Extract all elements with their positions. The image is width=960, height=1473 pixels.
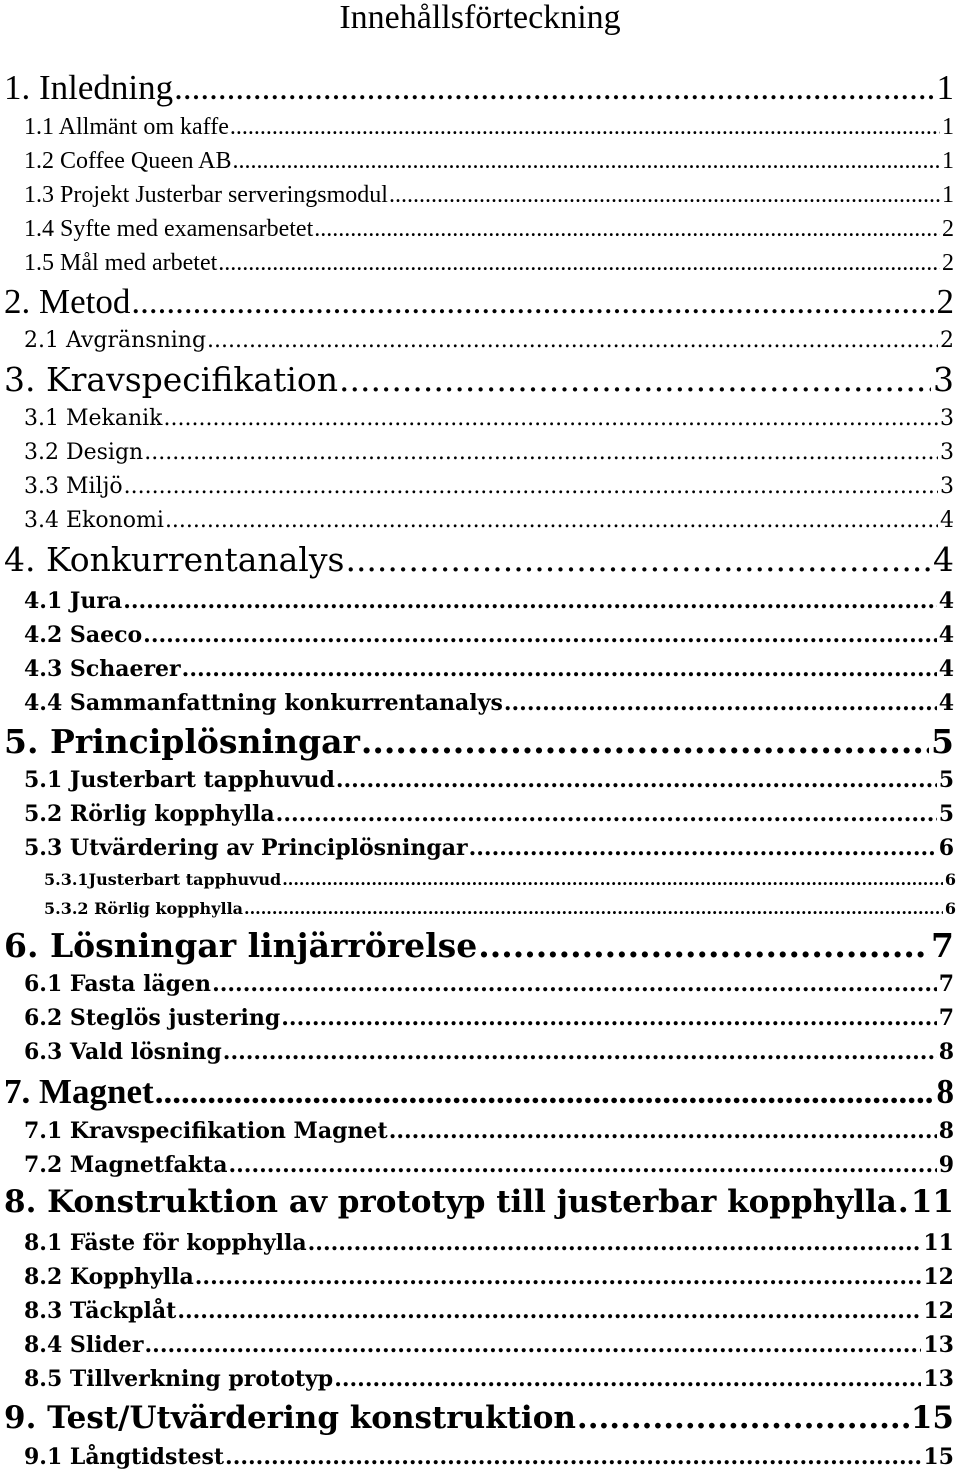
toc-entry-label: 8.1 Fäste för kopphylla	[24, 1230, 307, 1256]
toc-entry-7-1[interactable]	[24, 1116, 954, 1146]
toc-entry-label: 8.5 Tillverkning prototyp	[24, 1366, 334, 1392]
toc-entry-5-2[interactable]	[24, 799, 954, 829]
toc-page-number: 4	[938, 622, 954, 648]
toc-page-number: 4	[933, 540, 954, 579]
toc-entry-label: 6. Lösningar linjärrörelse	[4, 926, 478, 965]
toc-entry-label: 8.4 Slider	[24, 1332, 144, 1358]
toc-entry-label: 7.1 Kravspecifikation Magnet	[24, 1118, 388, 1144]
dot-leader	[225, 1442, 921, 1472]
toc-page-number: 8	[938, 1118, 954, 1144]
toc-page-number: 8	[936, 1072, 954, 1111]
dot-leader	[223, 1037, 937, 1067]
toc-entry-7[interactable]	[4, 1072, 954, 1112]
dot-leader	[361, 722, 929, 762]
dot-leader	[244, 897, 943, 921]
toc-entry-label: 9. Test/Utvärdering konstruktion	[4, 1400, 576, 1436]
toc-page-number: 2	[940, 328, 954, 353]
toc-entry-3-2[interactable]	[24, 438, 954, 468]
toc-page-number: 3	[940, 440, 954, 465]
toc-entry-label: 5.2 Rörlig kopphylla	[24, 801, 275, 827]
toc-entry-6[interactable]	[4, 926, 954, 966]
toc-page-number: 13	[923, 1366, 954, 1392]
toc-page-number: 3	[933, 360, 954, 399]
dot-leader	[143, 620, 937, 650]
toc-entry-4[interactable]	[4, 540, 954, 580]
toc-page-number: 6	[944, 870, 956, 889]
toc-entry-label: 6.2 Steglös justering	[24, 1005, 281, 1031]
toc-entry-label: 3.1 Mekanik	[24, 406, 163, 431]
toc-entry-label: 1. Inledning	[4, 68, 174, 107]
dot-leader	[212, 969, 937, 999]
toc-page-number: 9	[938, 1152, 954, 1178]
toc-page-number: 1	[942, 148, 954, 174]
toc-page-number: 4	[938, 588, 954, 614]
toc-entry-label: 9.1 Långtidstest	[24, 1444, 225, 1470]
toc-entry-5-3-1[interactable]	[44, 868, 956, 892]
toc-page-number: 2	[942, 216, 954, 242]
toc-page-number: 7	[931, 926, 954, 965]
toc-entry-6-2[interactable]	[24, 1003, 954, 1033]
toc-page-number: 8	[938, 1039, 954, 1065]
toc-entry-1-4[interactable]	[24, 214, 954, 244]
toc-entry-4-1[interactable]	[24, 586, 954, 616]
toc-entry-label: 6.1 Fasta lägen	[24, 971, 212, 997]
toc-entry-8-3[interactable]	[24, 1296, 954, 1326]
toc-entry-label: 4.3 Schaerer	[24, 656, 181, 682]
toc-entry-label: 4.1 Jura	[24, 588, 123, 614]
toc-page-number: 2	[936, 282, 954, 321]
toc-page-number: 1	[942, 182, 954, 208]
toc-page-number: 13	[923, 1332, 954, 1358]
toc-entry-label: 4. Konkurrentanalys	[4, 540, 345, 579]
toc-entry-label: 6.3 Vald lösning	[24, 1039, 222, 1065]
dot-leader	[281, 1003, 936, 1033]
dot-leader	[314, 214, 940, 244]
toc-page-number: 11	[923, 1230, 954, 1256]
toc-entry-3[interactable]	[4, 360, 954, 400]
toc-entry-label: 2. Metod	[4, 282, 131, 321]
toc-entry-label: 3.2 Design	[24, 440, 144, 465]
toc-entry-1-5[interactable]	[24, 248, 954, 278]
toc-entry-5-3-2[interactable]	[44, 897, 956, 921]
dot-leader	[389, 180, 940, 210]
toc-page-number: 5	[931, 722, 954, 761]
dot-leader	[228, 1150, 936, 1180]
dot-leader	[144, 438, 938, 468]
dot-leader	[164, 404, 938, 434]
toc-entry-8-4[interactable]	[24, 1330, 954, 1360]
toc-entry-5-3[interactable]	[24, 833, 954, 863]
toc-page-number: 6	[938, 835, 954, 861]
dot-leader	[276, 799, 937, 829]
toc-entry-label: 7.2 Magnetfakta	[24, 1152, 228, 1178]
toc-entry-6-1[interactable]	[24, 969, 954, 999]
toc-entry-2[interactable]	[4, 282, 954, 322]
dot-leader	[389, 1116, 937, 1146]
toc-page-number: 15	[923, 1444, 954, 1470]
toc-page-number: 7	[938, 971, 954, 997]
dot-leader	[339, 360, 931, 400]
toc-page-number: 4	[938, 690, 954, 716]
toc-entry-5[interactable]	[4, 722, 954, 762]
toc-page-number: 12	[923, 1264, 954, 1290]
toc-entry-label: 5. Principlösningar	[4, 722, 360, 761]
toc-entry-label: 5.1 Justerbart tapphuvud	[24, 767, 335, 793]
toc-entry-label: 1.2 Coffee Queen AB	[24, 148, 232, 174]
toc-page-number: 4	[940, 508, 954, 533]
toc-entry-label: 3. Kravspecifikation	[4, 360, 338, 399]
dot-leader	[165, 506, 938, 536]
dot-leader	[336, 765, 937, 795]
dot-leader	[195, 1262, 922, 1292]
toc-entry-label: 5.3.1Justerbart tapphuvud	[44, 870, 282, 889]
dot-leader	[155, 1072, 935, 1112]
dot-leader	[131, 282, 934, 322]
toc-entry-label: 1.3 Projekt Justerbar serveringsmodul	[24, 182, 388, 208]
dot-leader	[218, 248, 940, 278]
toc-page-number: 6	[944, 899, 956, 918]
toc-entry-label: 8.3 Täckplåt	[24, 1298, 177, 1324]
dot-leader	[145, 1330, 922, 1360]
toc-entry-label: 7. Magnet	[4, 1072, 154, 1111]
toc-page-number: 4	[938, 656, 954, 682]
toc-entry-label: 3.4 Ekonomi	[24, 508, 164, 533]
dot-leader	[469, 833, 937, 863]
dot-leader	[230, 112, 940, 142]
toc-entry-label: 4.4 Sammanfattning konkurrentanalys	[24, 690, 503, 716]
toc-entry-8-1[interactable]	[24, 1228, 954, 1258]
toc-entry-1-3[interactable]	[24, 180, 954, 210]
page-title: Innehållsförteckning	[339, 0, 621, 36]
toc-entry-label: 4.2 Saeco	[24, 622, 143, 648]
toc-entry-8-2[interactable]	[24, 1262, 954, 1292]
dot-leader	[123, 586, 937, 616]
toc-entry-9-1[interactable]	[24, 1442, 954, 1472]
toc-entry-8-5[interactable]	[24, 1364, 954, 1394]
toc-page-number: 15	[910, 1400, 954, 1436]
toc-entry-9[interactable]	[4, 1398, 954, 1438]
toc-entry-3-1[interactable]	[24, 404, 954, 434]
toc-entry-label: 1.5 Mål med arbetet	[24, 250, 218, 276]
toc-entry-label: 1.4 Syfte med examensarbetet	[24, 216, 314, 242]
toc-entry-2-1[interactable]	[24, 326, 954, 356]
toc-entry-3-4[interactable]	[24, 506, 954, 536]
toc-entry-3-3[interactable]	[24, 472, 954, 502]
toc-entry-4-2[interactable]	[24, 620, 954, 650]
toc-entry-4-3[interactable]	[24, 654, 954, 684]
toc-page-number: 3	[940, 474, 954, 499]
toc-entry-1[interactable]	[4, 68, 954, 108]
toc-entry-4-4[interactable]	[24, 688, 954, 718]
toc-entry-6-3[interactable]	[24, 1037, 954, 1067]
dot-leader	[504, 688, 937, 718]
dot-leader	[207, 326, 938, 356]
toc-entry-label: 5.3.2 Rörlig kopphylla	[44, 899, 244, 918]
dot-leader	[308, 1228, 922, 1258]
toc-entry-label: 3.3 Miljö	[24, 474, 123, 499]
dot-leader	[124, 472, 938, 502]
dot-leader	[577, 1398, 909, 1438]
dot-leader	[282, 868, 943, 892]
toc-page-number: 1	[942, 114, 954, 140]
dot-leader	[177, 1296, 921, 1326]
toc-page-number: 5	[938, 801, 954, 827]
toc-entry-label: 5.3 Utvärdering av Principlösningar	[24, 835, 468, 861]
toc-entry-5-1[interactable]	[24, 765, 954, 795]
toc-entry-7-2[interactable]	[24, 1150, 954, 1180]
toc-entry-label: 2.1 Avgränsning	[24, 328, 207, 353]
toc-page-number: 5	[938, 767, 954, 793]
toc-page-number: 11	[910, 1184, 954, 1220]
dot-leader	[478, 926, 929, 966]
toc-entry-1-1[interactable]	[24, 112, 954, 142]
toc-entry-label: 8.2 Kopphylla	[24, 1264, 194, 1290]
toc-entry-label: 1.1 Allmänt om kaffe	[24, 114, 229, 140]
toc-page-number: 12	[923, 1298, 954, 1324]
toc-page-number: 2	[942, 250, 954, 276]
toc-entry-label: 8. Konstruktion av prototyp till justerbar kopphylla	[4, 1184, 897, 1220]
dot-leader	[233, 146, 940, 176]
dot-leader	[174, 68, 934, 108]
toc-page-number: 7	[938, 1005, 954, 1031]
dot-leader	[182, 654, 937, 684]
dot-leader	[345, 540, 931, 580]
dot-leader	[334, 1364, 921, 1394]
toc-entry-8[interactable]	[4, 1182, 954, 1222]
toc-entry-1-2[interactable]	[24, 146, 954, 176]
dot-leader	[898, 1182, 909, 1222]
toc-page-number: 3	[940, 406, 954, 431]
toc-page-number: 1	[936, 68, 954, 107]
